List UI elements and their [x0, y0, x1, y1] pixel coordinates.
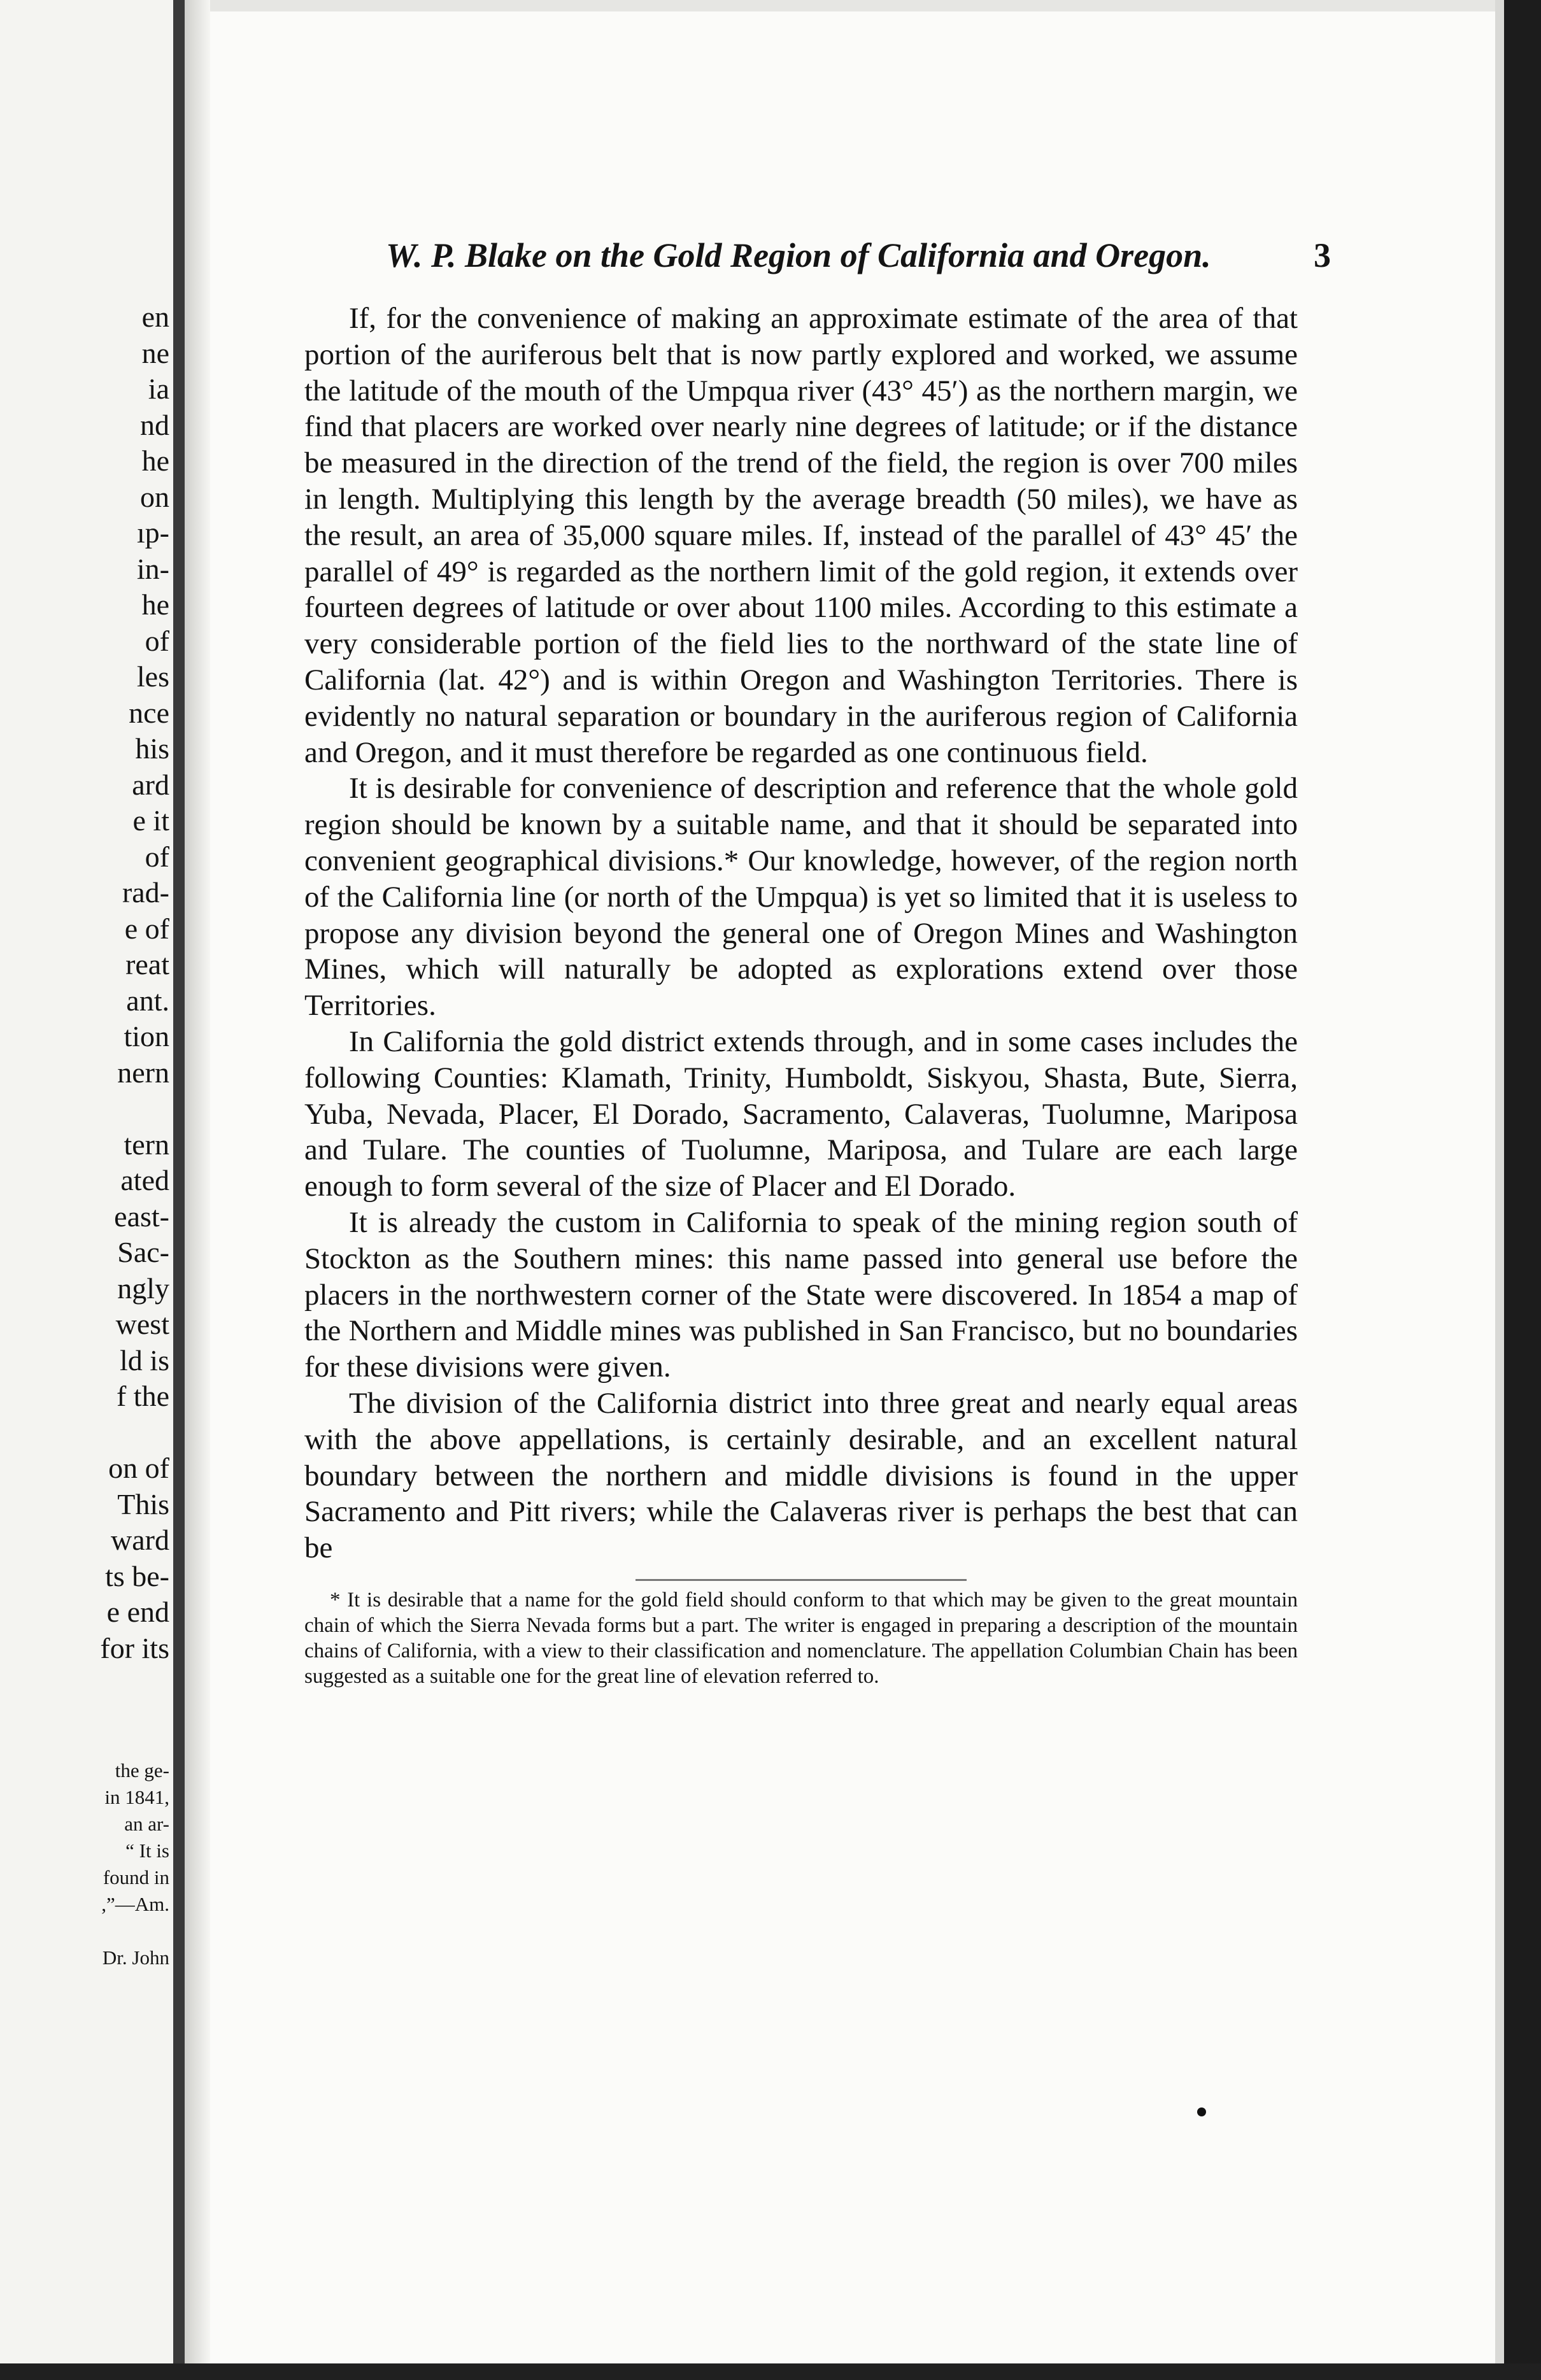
- previous-page-line: he: [141, 588, 169, 621]
- previous-page-line: tion: [124, 1020, 169, 1052]
- previous-page-line: nd: [140, 408, 169, 441]
- paragraph-area-estimate: If, for the convenience of making an approximate estimate of the area of that portion of the auriferous belt that is now partly explored and worked, we assume the latitude of the mouth of the Umpqua river (43° 45′) as the northern margin, we find that placers are worked over nearly nine degrees of latitude; or if the distance be measured in the direction of the trend of the field, the region is over 700 miles in length. Multiplying this length by the average breadth (50 miles), we have as the result, an area of 35,000 square miles. If, instead of the parallel of 43° 45′ the parallel of 49° is regarded as the northern limit of the gold region, it extends over fourteen degrees of latitude or over about 1100 miles. According to this estimate a very considerable portion of the field lies to the northward of the state line of California (lat. 42°) and is within Oregon and Washington Territories. There is evidently no natural separation or boundary in the auriferous region of California and Oregon, and it must therefore be regarded as one continuous field.: [304, 302, 1298, 769]
- body-text: [304, 301, 1298, 1566]
- previous-page-line: en: [141, 301, 169, 333]
- previous-page-line: ıp-: [136, 516, 169, 549]
- previous-page-line: ward: [111, 1524, 169, 1556]
- previous-page-line: e of: [124, 912, 169, 945]
- previous-page-line: nern: [117, 1056, 169, 1089]
- previous-page-sliver: [0, 0, 173, 2380]
- previous-page-line: his: [135, 732, 169, 765]
- previous-page-footnote-line: an ar-: [124, 1813, 169, 1835]
- book-gutter: [173, 0, 185, 2380]
- previous-page-footnote-line: [101, 1918, 169, 1944]
- gutter-shadow: [185, 0, 210, 2380]
- paragraph-southern-mines: It is already the custom in California to speak of the mining region south of Stockton as the Southern mines: this name passed into general use before the placers in the northwestern corner of the State were discovered. In 1854 a map of the Northern and Middle mines was published in San Francisco, but no boundaries for these divisions were given.: [304, 1205, 1298, 1384]
- paragraph-three-divisions: The division of the California district into three great and nearly equal areas with the above appellations, is certainly desirable, and an excellent natural boundary between the northern and middle divisions is found in the upper Sacramento and Pitt rivers; while the Calaveras river is perhaps the best that can be: [304, 1386, 1298, 1565]
- previous-page-footnote-line: found in: [103, 1866, 169, 1888]
- previous-page-line: of: [145, 840, 169, 873]
- previous-page-line: east-: [114, 1200, 169, 1233]
- running-head: [304, 236, 1331, 287]
- footnote: * It is desirable that a name for the gold field should conform to that which may be given to the great mountain chain of which the Sierra Nevada forms but a part. The writer is engaged in preparing a description of the mountain chains of California, with a view to their classification and nomenclature. The appellation Columbian Chain has been suggested as a suitable one for the great line of elevation referred to.: [304, 1588, 1298, 1688]
- previous-page-line: ts be-: [105, 1559, 169, 1592]
- paragraph-naming-divisions: It is desirable for convenience of description and reference that the whole gold region should be known by a suitable name, and that it should be separated into convenient geographical divisions.* Our knowledge, however, of the region north of the California line (or north of the Umpqua) is yet so limited that it is useless to propose any division beyond the general one of Oregon Mines and Washington Mines, which will naturally be adopted as explorations extend over those Territories.: [304, 772, 1298, 1023]
- previous-page-line: on of: [108, 1452, 169, 1484]
- previous-page-line: e it: [132, 804, 169, 837]
- previous-page-line: tern: [124, 1128, 169, 1161]
- previous-page-line: nce: [129, 696, 169, 729]
- previous-page-footnote-line: Dr. John: [102, 1946, 169, 1969]
- previous-page-line: west: [115, 1308, 169, 1340]
- previous-page-line: [100, 1415, 169, 1451]
- previous-page-footnote: [101, 1757, 169, 1971]
- previous-page-line: of: [145, 624, 169, 657]
- scan-bottom-border: [0, 2363, 1541, 2380]
- previous-page-line: for its: [100, 1631, 169, 1664]
- previous-page-footnote-line: in 1841,: [104, 1786, 169, 1808]
- previous-page-line: This: [117, 1487, 169, 1520]
- previous-page-line: ia: [148, 372, 169, 405]
- previous-page-line: ated: [120, 1164, 169, 1196]
- previous-page-line: Sac-: [117, 1236, 169, 1268]
- previous-page-line: he: [141, 444, 169, 477]
- previous-page-line: [100, 1091, 169, 1127]
- page-content: [304, 236, 1331, 1710]
- previous-page-line: ne: [141, 336, 169, 369]
- previous-page-line: e end: [106, 1596, 169, 1628]
- page-number: 3: [1314, 236, 1331, 274]
- previous-page-footnote-line: ,”—Am.: [101, 1893, 169, 1915]
- ink-speck: [1197, 2107, 1206, 2116]
- scan-right-border: [1504, 0, 1541, 2380]
- previous-page-line: f the: [116, 1380, 169, 1412]
- page-edge: [1495, 0, 1504, 2380]
- previous-page-footnote-line: the ge-: [115, 1759, 169, 1781]
- previous-page-footnote-line: “ It is: [125, 1839, 169, 1862]
- previous-page-line: ard: [132, 768, 169, 801]
- previous-page-line: ld is: [120, 1343, 169, 1377]
- previous-page-line: reat: [125, 948, 169, 981]
- previous-page-line: ant.: [126, 984, 169, 1017]
- footnote-separator: [636, 1579, 967, 1581]
- previous-page-line: on: [140, 480, 169, 513]
- previous-page-line: ngly: [117, 1271, 169, 1305]
- paragraph-california-counties: In California the gold district extends through, and in some cases includes the following Counties: Klamath, Trinity, Humboldt, Siskyou, Shasta, Bute, Sierra, Yuba, Nevada, Placer, El Dorado, Sacramento, Calaveras, Tuolumne, Mariposa and Tulare. The counties of Tuolumne, Mariposa, and Tulare are each large enough to form several of the size of Placer and El Dorado.: [304, 1024, 1298, 1203]
- previous-page-line: les: [136, 660, 169, 693]
- previous-page-line: in-: [136, 552, 169, 585]
- scan-top-edge: [0, 0, 1541, 11]
- running-head-title: W. P. Blake on the Gold Region of California and Oregon.: [386, 236, 1211, 274]
- previous-page-text: [100, 299, 169, 1666]
- previous-page-line: rad-: [122, 876, 169, 909]
